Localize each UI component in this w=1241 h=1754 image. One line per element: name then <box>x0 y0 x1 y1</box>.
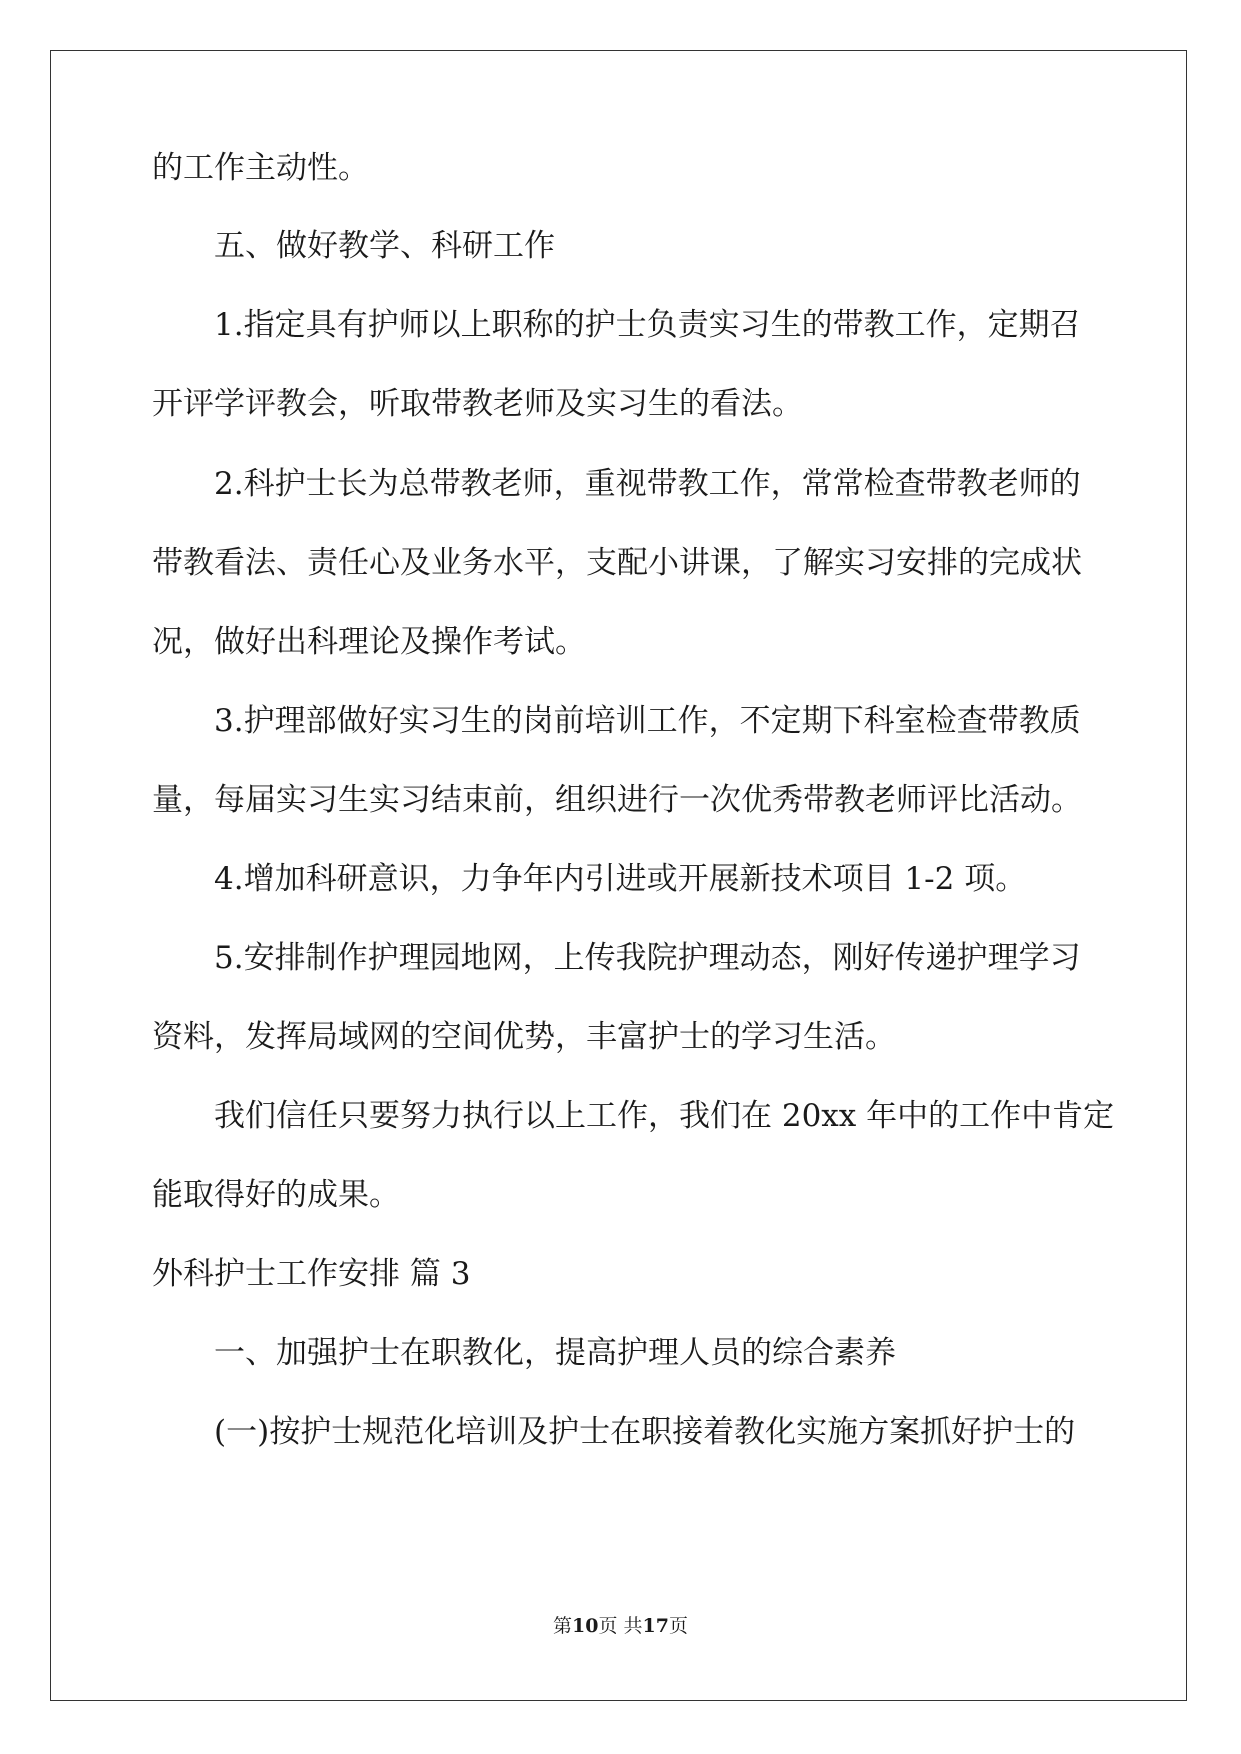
section-heading: 五、做好教学、科研工作 <box>214 228 555 264</box>
text-line: 3.护理部做好实习生的岗前培训工作，不定期下科室检查带教质 <box>214 703 1081 739</box>
text-line: 4.增加科研意识，力争年内引进或开展新技术项目 1-2 项。 <box>214 861 1027 897</box>
footer-mid: 页 共 <box>598 1615 643 1637</box>
section-heading: 一、加强护士在职教化，提高护理人员的综合素养 <box>214 1335 896 1371</box>
text-line: 量，每届实习生实习结束前，组织进行一次优秀带教老师评比活动。 <box>152 782 1082 818</box>
text-line: 的工作主动性。 <box>152 150 369 186</box>
text-line: 带教看法、责任心及业务水平，支配小讲课，了解实习安排的完成状 <box>152 545 1082 581</box>
text-line: 况，做好出科理论及操作考试。 <box>152 624 586 660</box>
section-title: 外科护士工作安排 篇 3 <box>152 1256 471 1292</box>
footer-suffix: 页 <box>668 1615 688 1637</box>
text-line: 能取得好的成果。 <box>152 1177 400 1213</box>
text-line: 资料，发挥局域网的空间优势，丰富护士的学习生活。 <box>152 1019 896 1055</box>
text-line: (一)按护士规范化培训及护士在职接着教化实施方案抓好护士的 <box>214 1414 1076 1450</box>
text-line: 2.科护士长为总带教老师，重视带教工作，常常检查带教老师的 <box>214 466 1081 502</box>
text-line: 我们信任只要努力执行以上工作，我们在 20xx 年中的工作中肯定 <box>214 1098 1115 1134</box>
current-page-number: 10 <box>572 1615 599 1637</box>
text-line: 1.指定具有护师以上职称的护士负责实习生的带教工作，定期召 <box>214 307 1081 343</box>
page-footer <box>0 1611 1241 1638</box>
text-line: 开评学评教会，听取带教老师及实习生的看法。 <box>152 386 803 422</box>
text-line: 5.安排制作护理园地网，上传我院护理动态，刚好传递护理学习 <box>214 940 1081 976</box>
total-page-number: 17 <box>642 1615 669 1637</box>
footer-prefix: 第 <box>553 1615 573 1637</box>
